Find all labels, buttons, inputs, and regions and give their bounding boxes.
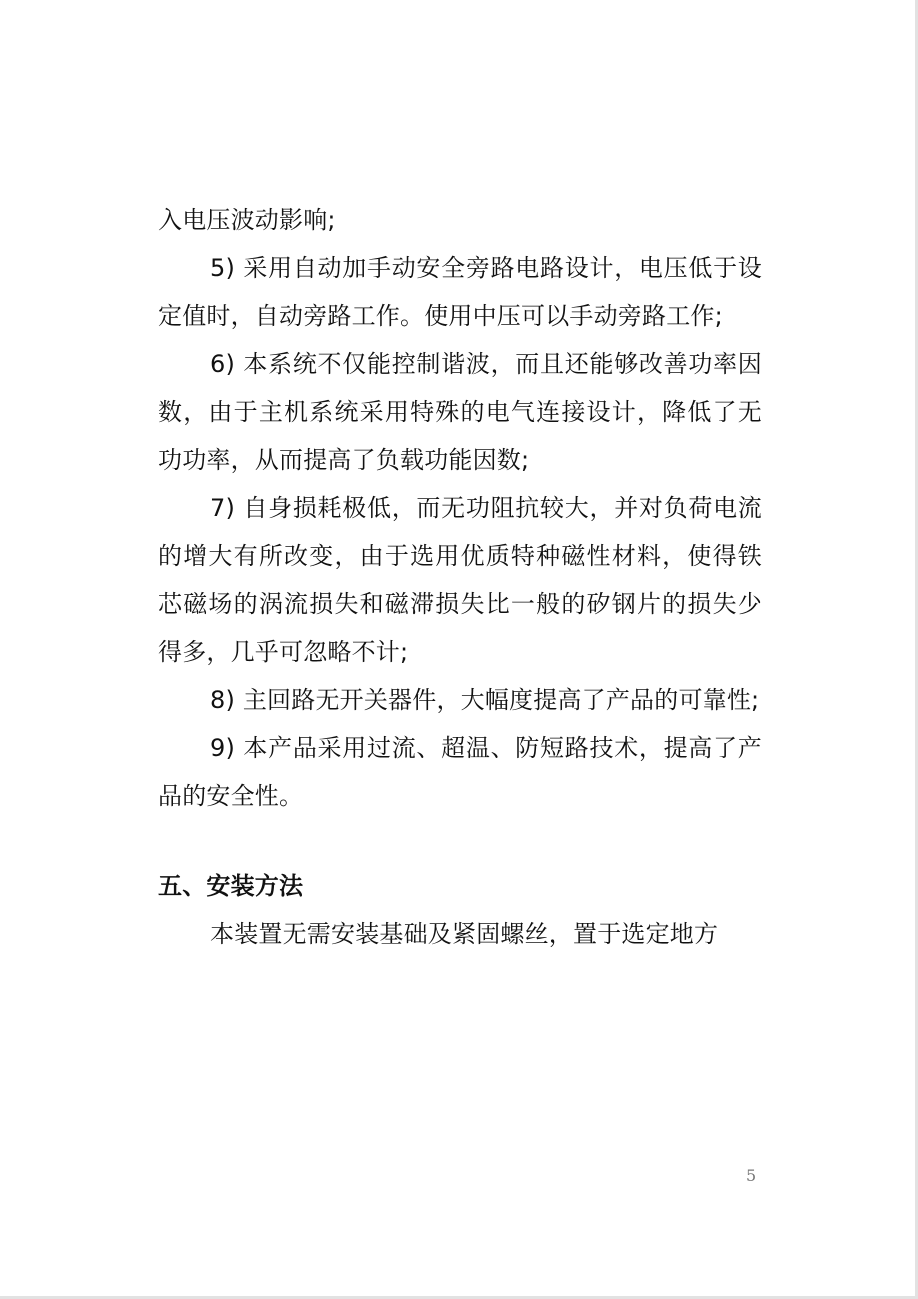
paragraph-item-8: 8) 主回路无开关器件，大幅度提高了产品的可靠性; [210, 686, 760, 714]
paragraph-installation: 本装置无需安装基础及紧固螺丝，置于选定地方 [210, 920, 719, 948]
page-number: 5 [746, 1166, 757, 1185]
paragraph-item-9: 9) 本产品采用过流、超温、防短路技术，提高了产品的安全性。 [158, 734, 762, 810]
paragraph-item-7: 7) 自身损耗极低，而无功阻抗较大，并对负荷电流的增大有所改变，由于选用优质特种磁性材料，使得铁芯磁场的涡流损失和磁滞损失比一般的矽钢片的损失少得多，几乎可忽略不计; [158, 494, 762, 666]
paragraph-continuation: 入电压波动影响; [158, 206, 336, 234]
paragraph-item-5: 5) 采用自动加手动安全旁路电路设计，电压低于设定值时，自动旁路工作。使用中压可以手动旁路工作; [158, 254, 762, 330]
section-heading-installation: 五、安装方法 [158, 872, 304, 900]
paragraph-item-6: 6) 本系统不仅能控制谐波，而且还能够改善功率因数，由于主机系统采用特殊的电气连接设计，降低了无功功率，从而提高了负载功能因数; [158, 350, 762, 474]
document-body [158, 196, 762, 958]
